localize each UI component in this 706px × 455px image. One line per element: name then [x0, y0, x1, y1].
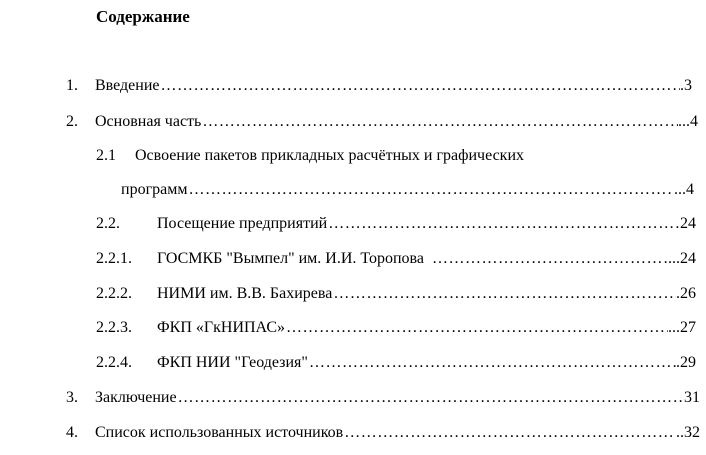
toc-dot-leader	[286, 318, 668, 338]
toc-entry-label-continuation: программ	[121, 181, 188, 198]
toc-entry-main-part[interactable]	[66, 112, 698, 134]
toc-entry-page: .3	[680, 77, 692, 94]
toc-dot-leader	[178, 388, 684, 408]
toc-entry-page: 24	[680, 215, 696, 232]
toc-dot-leader	[188, 180, 674, 200]
toc-entry-label: Введение	[95, 77, 160, 94]
toc-entry-label: НИМИ им. В.В. Бахирева	[157, 285, 333, 302]
toc-entry-number: 4.	[66, 424, 78, 441]
toc-title: Содержание	[96, 7, 190, 26]
toc-entry-number: 2.2.2.	[96, 285, 132, 302]
toc-entry-page: .26	[676, 285, 696, 302]
toc-entry-software-packages[interactable]	[96, 146, 694, 168]
toc-entry-nimi[interactable]	[96, 284, 696, 306]
toc-dot-leader	[432, 249, 668, 269]
toc-dot-leader	[328, 214, 680, 234]
toc-entry-page: ..32	[676, 424, 700, 441]
toc-entry-number: 2.	[66, 113, 78, 130]
toc-entry-label: Основная часть	[95, 113, 202, 130]
toc-dot-leader	[309, 353, 676, 373]
toc-entry-number: 2.2.	[96, 215, 120, 232]
toc-entry-vympel[interactable]	[96, 249, 696, 271]
toc-entry-gknipas[interactable]	[96, 318, 696, 340]
toc-entry-label: ФКП «ГкНИПАС»	[157, 319, 285, 336]
toc-dot-leader	[161, 76, 681, 96]
toc-entry-number: 2.2.3.	[96, 319, 132, 336]
toc-entry-page: ...4	[674, 181, 694, 198]
toc-entry-label: Заключение	[95, 389, 177, 406]
toc-dot-leader	[333, 284, 676, 304]
toc-entry-label: ФКП НИИ "Геодезия"	[157, 354, 308, 371]
toc-entry-page: .29	[676, 354, 696, 371]
toc-entry-label: ГОСМКБ "Вымпел" им. И.И. Торопова	[157, 249, 432, 269]
toc-entry-references[interactable]	[66, 423, 700, 445]
toc-entry-number: 3.	[66, 389, 78, 406]
toc-dot-leader	[202, 112, 678, 132]
toc-entry-software-packages-cont[interactable]	[121, 180, 694, 202]
toc-entry-number: 2.2.1.	[96, 250, 132, 267]
toc-entry-number: 2.2.4.	[96, 354, 132, 371]
toc-entry-conclusion[interactable]	[66, 388, 700, 410]
toc-entry-number: 1.	[66, 77, 78, 94]
toc-entry-label: Освоение пакетов прикладных расчётных и графических	[135, 147, 525, 164]
toc-entry-number: 2.1	[96, 147, 116, 164]
toc-entry-introduction[interactable]	[66, 76, 692, 98]
toc-entry-page: 31	[684, 389, 700, 406]
toc-entry-geodeziya[interactable]	[96, 353, 696, 375]
toc-entry-enterprise-visits[interactable]	[96, 214, 696, 236]
toc-entry-label: Список использованных источников	[95, 424, 344, 441]
toc-entry-page: ...4	[678, 113, 698, 130]
toc-entry-label: Посещение предприятий	[157, 215, 328, 232]
toc-dot-leader	[344, 423, 676, 443]
toc-entry-page: ...24	[668, 250, 696, 267]
toc-entry-page: ...27	[668, 319, 696, 336]
